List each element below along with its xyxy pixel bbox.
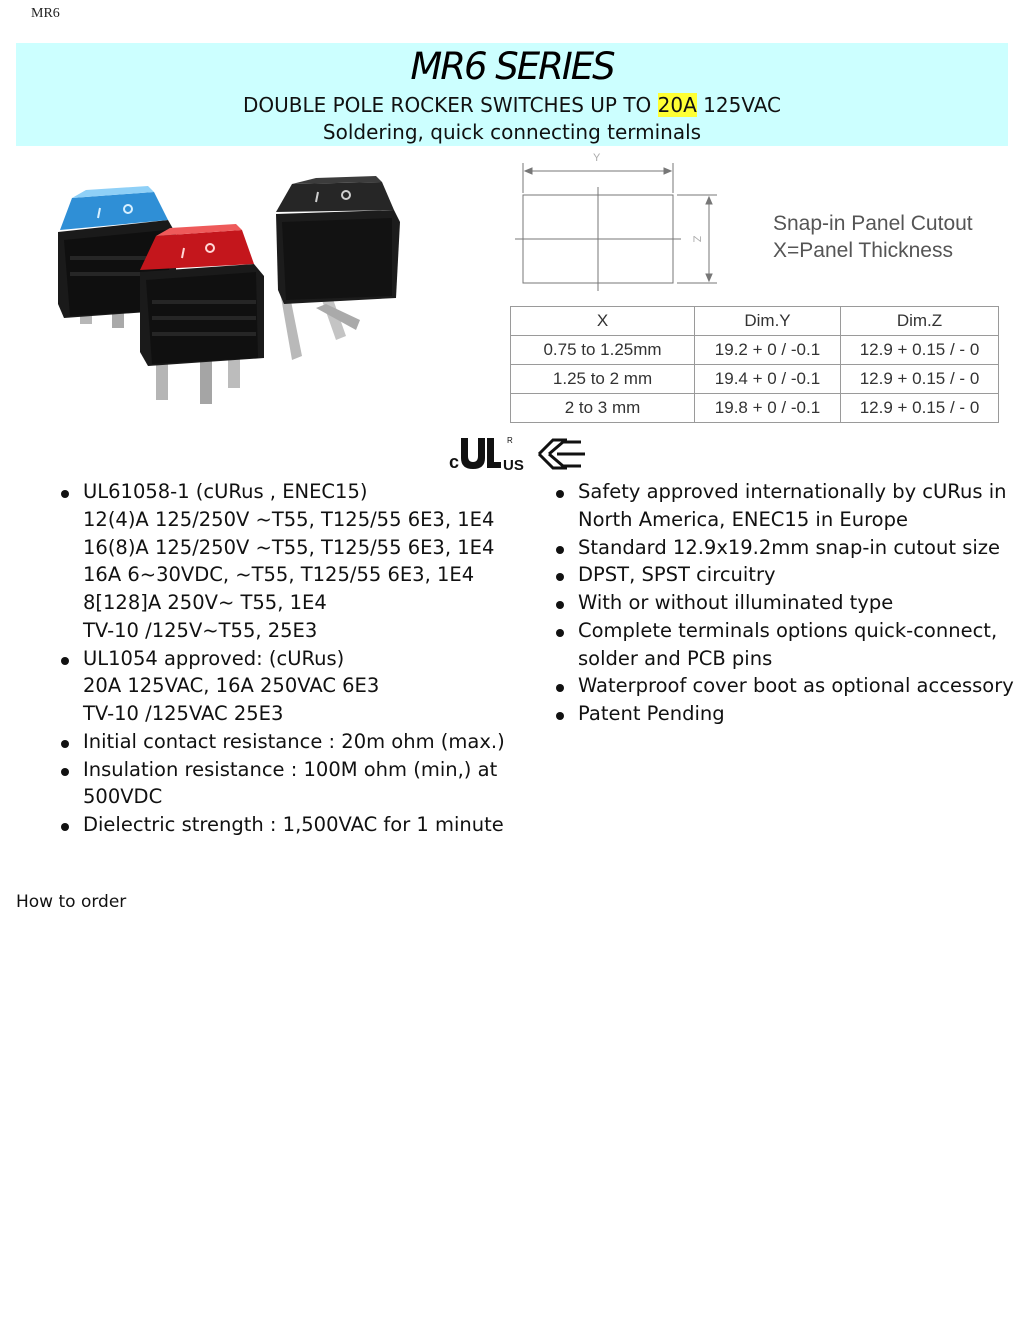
table-cell: 19.2 + 0 / -0.1 [695, 336, 841, 365]
list-item-line: 16A 6~30VDC, ~T55, T125/55 6E3, 1E4 [83, 563, 475, 587]
list-item-line: 20A 125VAC, 16A 250VAC 6E3 [83, 674, 380, 698]
list-item [553, 672, 1013, 700]
list-item [553, 478, 1013, 534]
list-item-line: TV-10 /125VAC 25E3 [83, 702, 284, 725]
dimension-label-z: Z [690, 235, 703, 243]
cert-us-text: US [503, 457, 524, 472]
list-item-line: solder and PCB pins [578, 646, 773, 670]
table-header-row [511, 307, 999, 336]
list-item [553, 700, 1013, 728]
page-subtitle-2: Soldering, quick connecting terminals [322, 120, 702, 144]
black-rocker-switch [276, 176, 400, 360]
list-item-line: Waterproof cover boot as optional accessory [578, 674, 1014, 698]
feature-list-right [553, 478, 1013, 728]
page-label: MR6 [31, 6, 60, 21]
list-item-line: 500VDC [83, 785, 163, 809]
table-row [511, 394, 999, 423]
product-photo [16, 160, 440, 428]
list-item-line: With or without illuminated type [578, 591, 894, 614]
subtitle-highlight: 20A [657, 93, 697, 117]
subtitle-text: DOUBLE POLE ROCKER SWITCHES UP TO [242, 93, 658, 117]
subtitle-text-end: 125VAC [696, 93, 782, 117]
list-item-line: Initial contact resistance : 20m ohm (max.) [83, 729, 505, 753]
list-item [58, 728, 508, 756]
table-row [511, 365, 999, 394]
table-cell: 12.9 + 0.15 / - 0 [841, 336, 999, 365]
list-item-line: North America, ENEC15 in Europe [578, 507, 908, 531]
how-to-order-heading: How to order [16, 892, 127, 912]
list-item-line: UL1054 approved: (cURus) [83, 646, 345, 670]
list-item-line: Safety approved internationally by cURus in [578, 480, 1007, 503]
header-banner [16, 43, 1008, 146]
list-item-line: 16(8)A 125/250V ~T55, T125/55 6E3, 1E4 [83, 535, 495, 559]
feature-list-left [58, 478, 508, 839]
table-header-dim-z: Dim.Z [841, 307, 999, 336]
list-item-line: Complete terminals options quick-connect, [578, 618, 998, 642]
list-item-line: TV-10 /125V~T55, 25E3 [83, 618, 318, 642]
certification-marks [449, 434, 587, 472]
table-cell: 12.9 + 0.15 / - 0 [841, 394, 999, 423]
dimension-table [510, 306, 999, 423]
list-item [58, 811, 508, 839]
list-item [58, 645, 508, 728]
cert-c-letter: c [449, 452, 460, 472]
list-item-line: Standard 12.9x19.2mm snap-in cutout size [578, 535, 1001, 559]
list-item-line: Insulation resistance : 100M ohm (min,) at [83, 757, 498, 781]
list-item [553, 534, 1013, 562]
table-cell: 1.25 to 2 mm [511, 365, 695, 394]
list-item-line: 8[128]A 250V~ T55, 1E4 [83, 591, 327, 614]
features-right-column [553, 478, 1013, 728]
red-rocker-switch [140, 224, 264, 404]
list-item-line: DPST, SPST circuitry [578, 563, 776, 587]
list-item-line: 12(4)A 125/250V ~T55, T125/55 6E3, 1E4 [83, 507, 495, 531]
table-row [511, 336, 999, 365]
list-item [58, 478, 508, 645]
features-left-column [58, 478, 508, 839]
ul-recognized-icon [461, 438, 501, 469]
list-item-line: Patent Pending [578, 702, 725, 725]
table-cell: 19.4 + 0 / -0.1 [695, 365, 841, 394]
table-header-x: X [511, 307, 695, 336]
table-cell: 12.9 + 0.15 / - 0 [841, 365, 999, 394]
list-item [58, 756, 508, 812]
dimension-label-y: Y [593, 152, 601, 164]
diagram-caption-line2: X=Panel Thickness [773, 239, 953, 262]
enec-icon [539, 440, 585, 468]
list-item-line: UL61058-1 (cURus , ENEC15) [83, 480, 368, 503]
table-header-dim-y: Dim.Y [695, 307, 841, 336]
table-cell: 2 to 3 mm [511, 394, 695, 423]
page-subtitle [16, 93, 1008, 117]
diagram-caption-line1: Snap-in Panel Cutout [773, 212, 973, 235]
list-item [553, 589, 1013, 617]
list-item [553, 617, 1013, 673]
table-cell: 19.8 + 0 / -0.1 [695, 394, 841, 423]
panel-cutout-diagram [505, 153, 1005, 293]
page-title: MR6 SERIES [410, 45, 614, 88]
table-cell: 0.75 to 1.25mm [511, 336, 695, 365]
list-item [553, 561, 1013, 589]
cert-r-mark: R [507, 436, 513, 445]
list-item-line: Dielectric strength : 1,500VAC for 1 minute [83, 813, 504, 836]
